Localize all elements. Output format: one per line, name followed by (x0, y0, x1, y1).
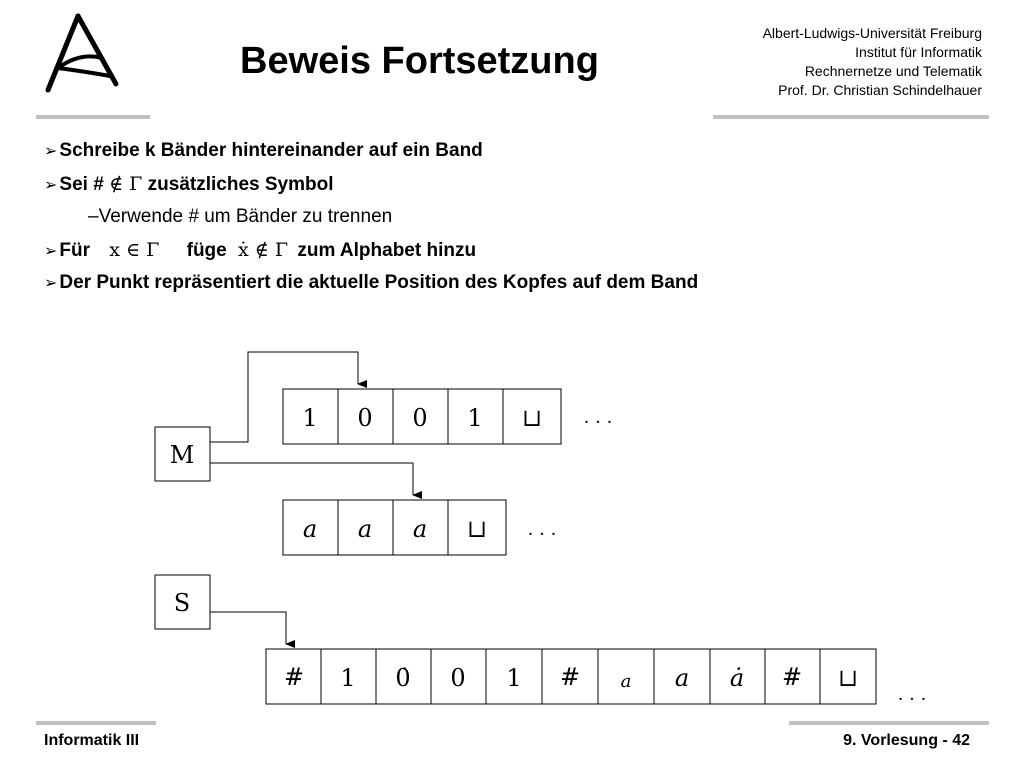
institution-line: Rechnernetze und Telematik (804, 63, 982, 79)
tape-symbol: 1 (467, 404, 483, 432)
slide-title: Beweis Fortsetzung (240, 40, 599, 82)
tape-symbol: # (283, 663, 305, 691)
institution-line: Albert-Ludwigs-Universität Freiburg (762, 25, 982, 41)
tape2 (283, 500, 556, 555)
tape-symbol: # (559, 663, 581, 691)
tape-symbol: 1 (340, 664, 356, 692)
tape-symbol: a (620, 671, 632, 692)
bullet-text: füge (186, 240, 227, 261)
footer-divider-left (36, 721, 156, 725)
bullet-text: Schreibe k Bänder hintereinander auf ein Band (59, 140, 483, 161)
head-pointer-tape2 (210, 463, 413, 495)
tape1 (283, 389, 612, 444)
tape-symbol: 0̇ (395, 664, 411, 692)
tape-symbol: ⊔ (521, 404, 543, 432)
math-xdot-not-in-gamma: ẋ ∉ Γ (238, 239, 289, 261)
bullet-arrow-icon: ➢ (44, 241, 58, 260)
tape-symbol: 0 (450, 664, 466, 692)
bullet-text: Der Punkt repräsentiert die aktuelle Position des Kopfes auf dem Band (59, 272, 699, 293)
bullet-arrow-icon: ➢ (44, 141, 58, 160)
tape3 (266, 649, 926, 710)
bullet-arrow-icon: ➢ (44, 273, 58, 292)
math-not-in-gamma: ∉ Γ (109, 173, 143, 195)
footer-page: 9. Vorlesung - 42 (843, 732, 970, 749)
tape-symbol: a (357, 515, 373, 543)
tape-symbol: 0 (357, 404, 373, 432)
tape-symbol: a (302, 515, 318, 543)
machine-s-label: S (173, 589, 191, 617)
tape-symbol: 1 (302, 404, 318, 432)
tape-symbol: # (781, 663, 803, 691)
bullet-text: Für (59, 240, 91, 261)
footer-divider-right (789, 721, 989, 725)
tape-ellipsis: · · · (897, 689, 927, 710)
tape-symbol: a (674, 664, 690, 692)
tape-symbol: ȧ (729, 664, 745, 692)
sub-bullet-text: –Verwende # um Bänder zu trennen (88, 206, 393, 227)
head-pointer-tape3 (210, 612, 286, 644)
bullet-arrow-icon: ➢ (44, 175, 58, 194)
footer-course: Informatik III (44, 732, 140, 749)
institution-line: Prof. Dr. Christian Schindelhauer (778, 82, 982, 98)
math-x-in-gamma: x ∈ Γ (109, 239, 160, 261)
tape-symbol: 0 (412, 404, 428, 432)
tape-symbol: a (412, 515, 428, 543)
tape-symbol: 1 (506, 664, 522, 692)
bullet-text: Sei # (59, 174, 104, 195)
bullet-text: zusätzliches Symbol (147, 174, 334, 195)
tape-ellipsis: · · · (583, 412, 613, 433)
tape-symbol: ⊔ (466, 515, 488, 543)
institution-line: Institut für Informatik (855, 44, 982, 60)
machine-m-label: M (169, 441, 195, 469)
bullet-text: zum Alphabet hinzu (297, 240, 477, 261)
tape-ellipsis: · · · (527, 524, 557, 545)
tape-symbol: ⊔ (837, 664, 859, 692)
